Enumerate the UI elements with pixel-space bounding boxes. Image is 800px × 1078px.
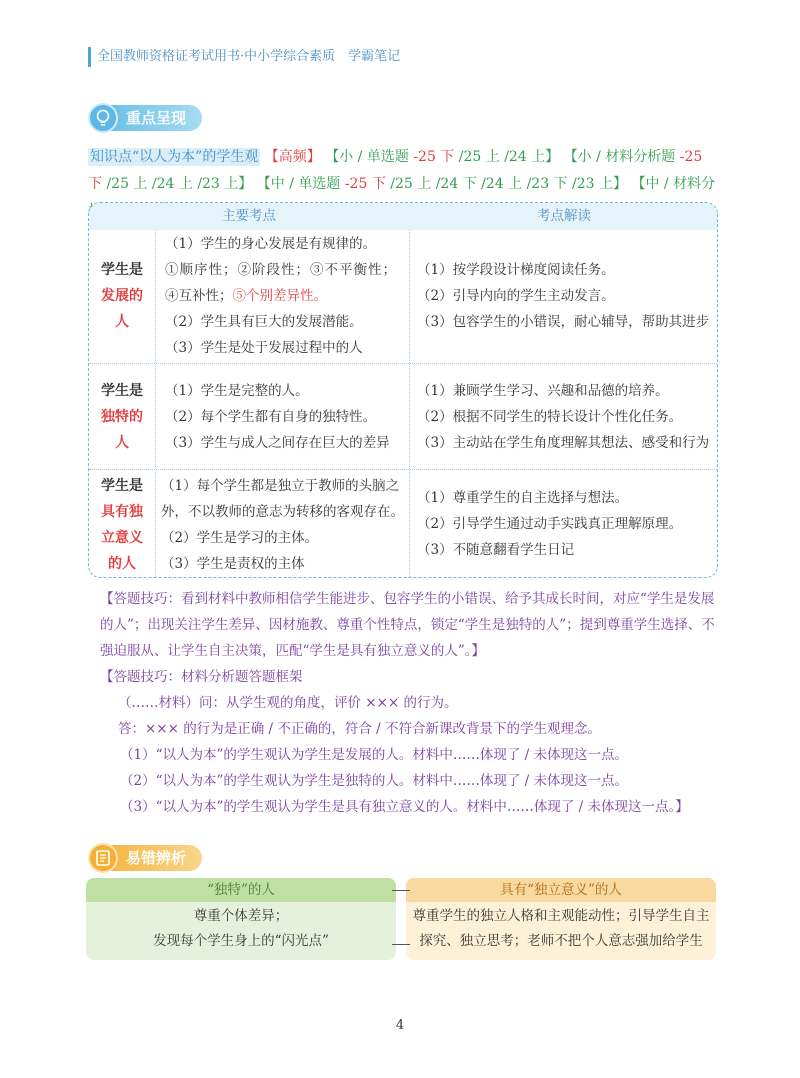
row-2-explain: （1）兼顾学生学习、兴趣和品德的培养。 （2）根据不同学生的特长设计个性化任务。 （3）主动站在学生角度理解其想法、感受和行为: [417, 383, 710, 451]
row-2-points: （1）学生是完整的人。 （2）每个学生都有自身的独特性。 （3）学生与成人之间存在巨大的差异: [165, 383, 390, 451]
section-title-label: 易错辨析: [108, 845, 202, 871]
key-points-table: [88, 202, 718, 578]
column-divider: [409, 230, 410, 577]
section-title-key-points: [88, 103, 202, 133]
compare-left-line: 尊重个体差异；: [193, 908, 289, 924]
table-header-main-points: 主要考点: [89, 203, 409, 230]
knowledge-point-name: 知识点“以人为本”的学生观: [90, 149, 259, 165]
row-divider: [89, 469, 717, 470]
exam-tag-4: 【中 / 材料分: [631, 176, 716, 192]
frequency-tag: 【高频】: [264, 149, 321, 165]
row-label-developing: 学生是 发展的 人: [101, 262, 143, 330]
row-label-independent: 学生是 具有独 立意义 的人: [101, 478, 143, 572]
row-3-explain: （1）尊重学生的自主选择与想法。 （2）引导学生通过动手实践真正理解原理。 （3）不随意翻看学生日记: [417, 490, 683, 558]
compare-left-panel: [86, 878, 396, 960]
connector-dash: [392, 944, 410, 945]
compare-right-panel: [406, 878, 716, 960]
compare-right-line: 探究、独立思考；老师不把个人意志强加给学生: [419, 933, 703, 949]
tip-point: （2）“以人为本”的学生观认为学生是独特的人。材料中……体现了 / 未体现这一点。: [120, 773, 629, 789]
comparison-box: [86, 878, 716, 960]
running-header: 全国教师资格证考试用书·中小学综合素质 学霸笔记: [88, 47, 400, 67]
row-divider: [89, 363, 717, 364]
tip-answer: 答：××× 的行为是正确 / 不正确的，符合 / 不符合新课改背景下的学生观理念。: [118, 721, 601, 737]
tip-point: （3）“以人为本”的学生观认为学生是具有独立意义的人。材料中……体现了 / 未体现这一点。】: [120, 799, 689, 815]
table-header-interpretation: 考点解读: [409, 203, 718, 230]
tip-question: （……材料）问：从学生观的角度，评价 ××× 的行为。: [118, 695, 458, 711]
section-title-label: 重点呈现: [108, 105, 202, 131]
row-1-points: （1）学生的身心发展是有规律的。 ①顺序性；②阶段性；③不平衡性； ④互补性；⑤个别差异性。 （2）学生具有巨大的发展潜能。 （3）学生是处于发展过程中的人: [165, 236, 397, 356]
page-number: 4: [395, 1018, 405, 1033]
compare-left-line: 发现每个学生身上的“闪光点”: [153, 933, 329, 949]
exam-tag-1: 【小 / 单选题 -25 下 /25 上 /24 上】: [325, 149, 560, 165]
tip-heading: 【答题技巧：材料分析题答题框架: [100, 669, 303, 685]
row-label-unique: 学生是 独特的 人: [101, 383, 143, 451]
row-1-explain: （1）按学段设计梯度阅读任务。 （2）引导内向的学生主动发言。 （3）包容学生的小错误，耐心辅导，帮助其进步: [417, 262, 710, 330]
compare-left-title: “独特”的人: [86, 878, 396, 902]
row-3-points: （1）每个学生都是独立于教师的头脑之 外，不以教师的意志为转移的客观存在。 （2）学生是学习的主体。 （3）学生是责权的主体: [161, 478, 404, 572]
section-title-common-mistakes: [88, 843, 202, 873]
exam-tag-2: 【小 / 材料分析题 -25 下 /25 上 /24 上 /23 上】: [88, 149, 703, 192]
lightbulb-icon: [88, 103, 118, 133]
tip-paragraph: 【答题技巧：看到材料中教师相信学生能进步、包容学生的小错误、给予其成长时间，对应“学生是发展的人”；出现关注学生差异、因材施教、尊重个性特点，锁定“学生是独特的人”；提到尊重学生选择、不强迫服从、让学生自主决策，匹配“学生是具有独立意义的人”。】: [100, 591, 715, 659]
exam-tag-3: 【中 / 单选题 -25 下 /25 上 /24 下 /24 上 /23 下 /23 上】: [256, 176, 627, 192]
notepad-icon: [88, 843, 118, 873]
tip-point: （1）“以人为本”的学生观认为学生是发展的人。材料中……体现了 / 未体现这一点。: [120, 747, 629, 763]
connector-dash: [392, 890, 410, 891]
column-divider: [155, 230, 156, 577]
answer-tips: [100, 586, 722, 820]
compare-right-title: 具有“独立意义”的人: [406, 878, 716, 902]
compare-right-line: 尊重学生的独立人格和主观能动性；引导学生自主: [412, 908, 710, 924]
